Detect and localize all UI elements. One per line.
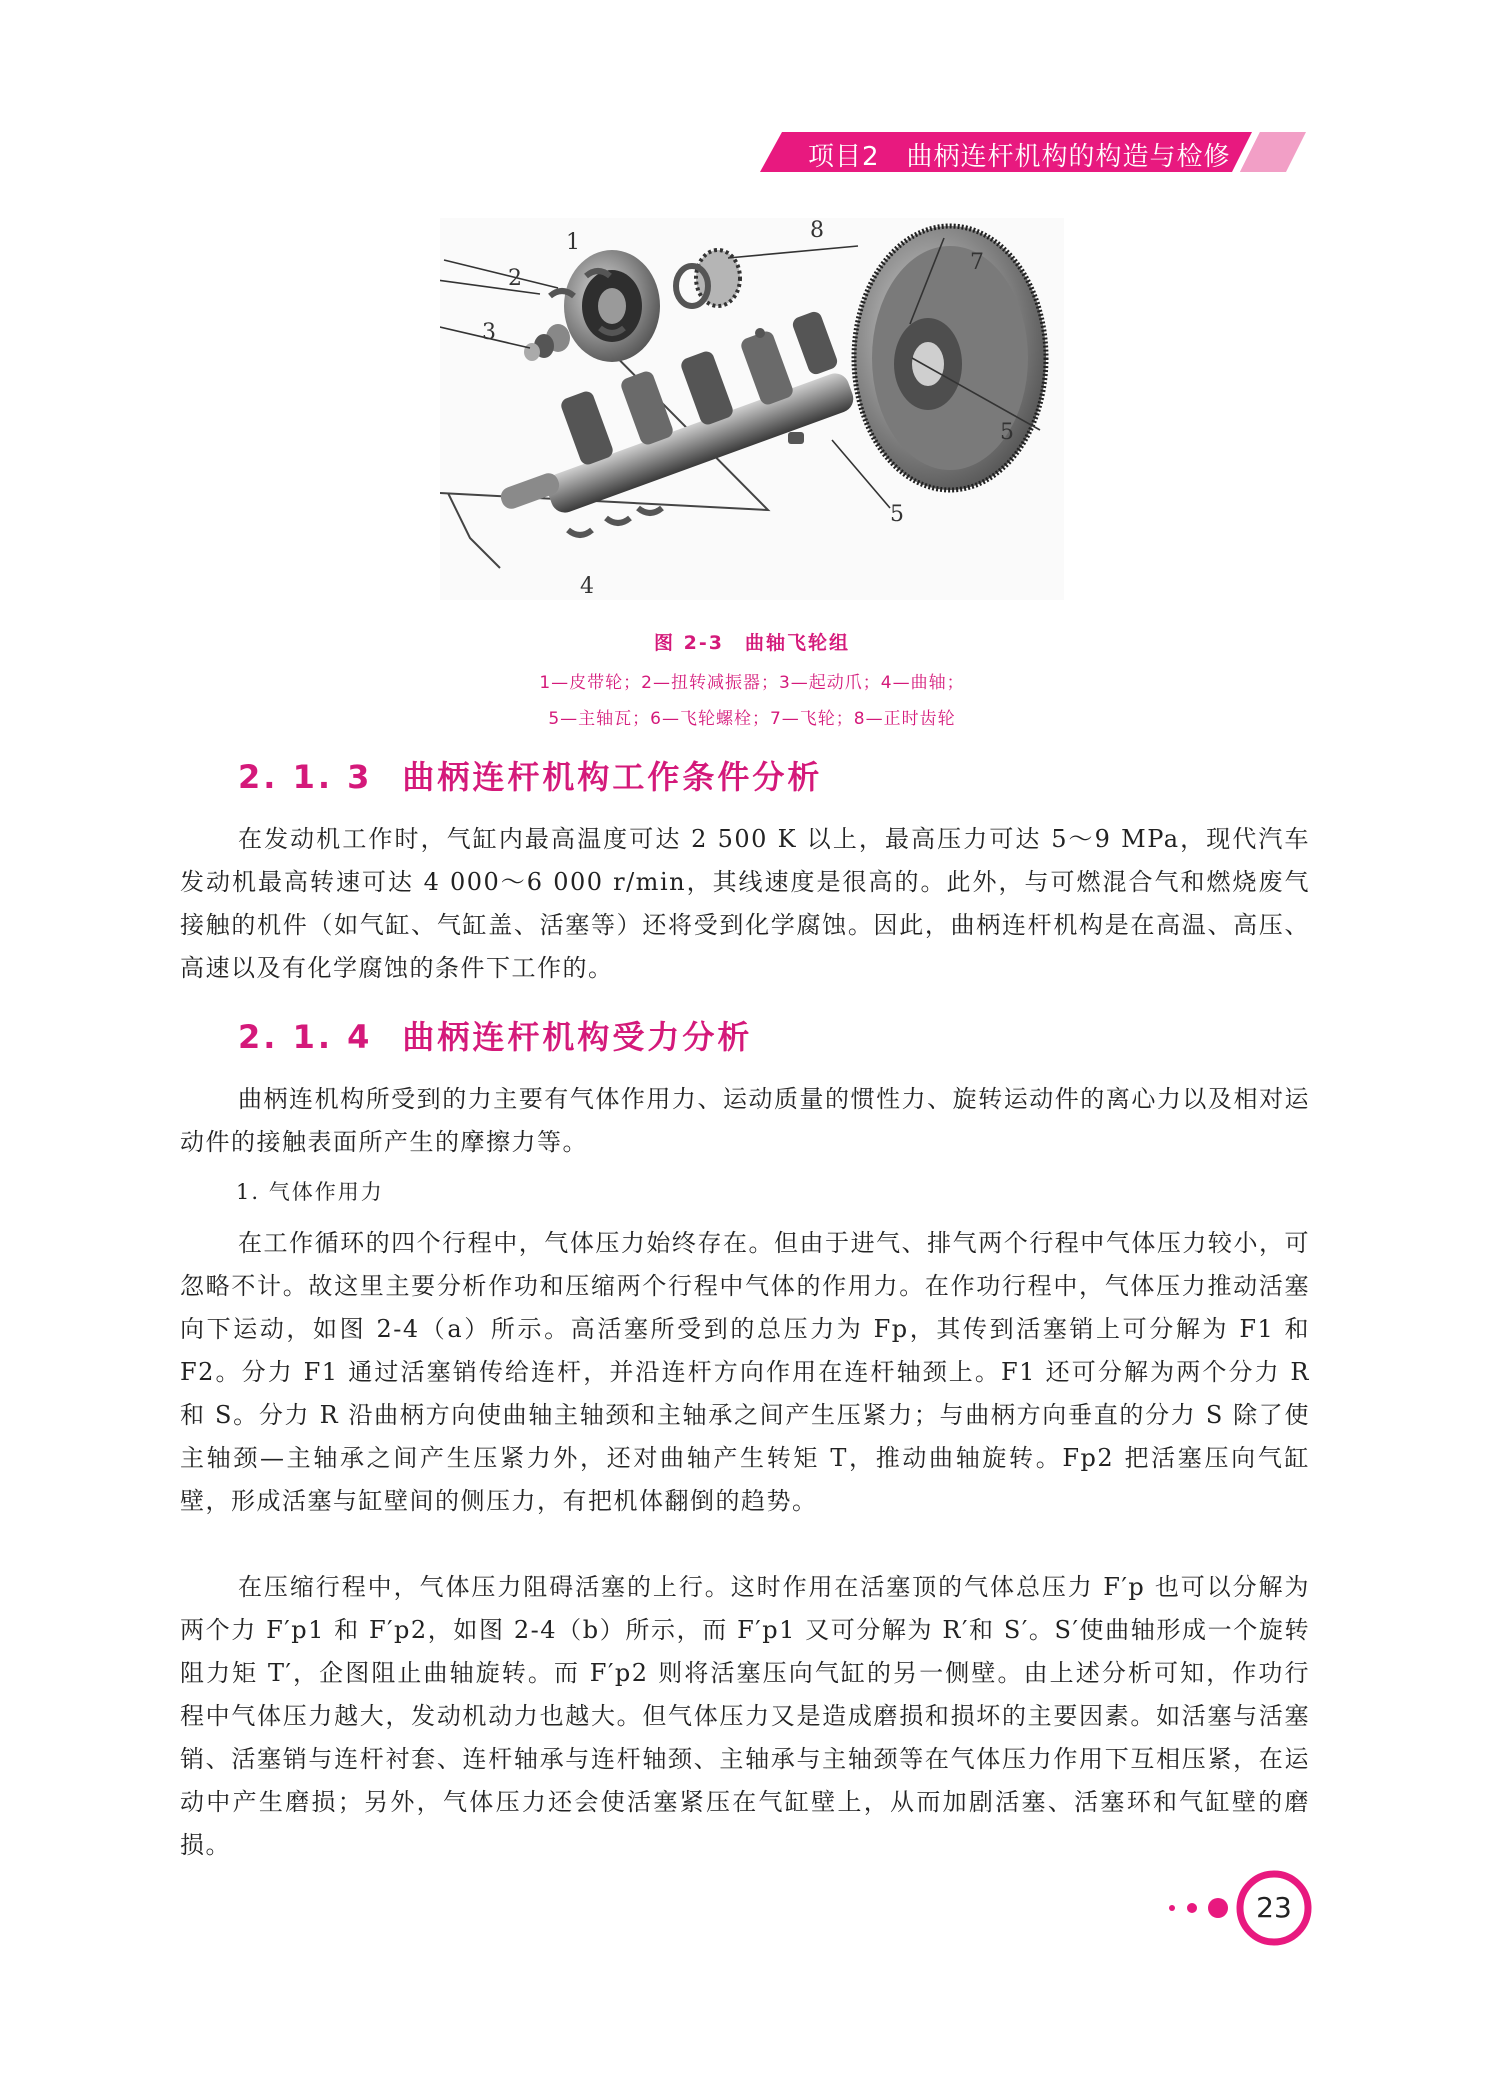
figure-caption-line-2: 5—主轴瓦；6—飞轮螺栓；7—飞轮；8—正时齿轮 (548, 709, 956, 729)
crankshaft-flywheel-figure (440, 218, 1064, 600)
section-title: 曲柄连杆机构受力分析 (402, 1018, 753, 1056)
paragraph-working-conditions: 在发动机工作时，气缸内最高温度可达 2 500 K 以上，最高压力可达 5～9 MPa，现代汽车发动机最高转速可达 4 000～6 000 r/min，其线速度是很高的。此外，与可燃混合气和燃烧废气接触的机件（如气缸、气缸盖、活塞等）还将受到化学腐蚀。因此，曲柄连杆机构是在高温、高压、高速以及有化学腐蚀的条件下工作的。 (180, 825, 1310, 982)
section-title: 曲柄连杆机构工作条件分析 (402, 758, 823, 796)
paragraph-gas-force-compression-stroke: 在压缩行程中，气体压力阻碍活塞的上行。这时作用在活塞顶的气体总压力 F′p 也可以分解为两个力 F′p1 和 F′p2，如图 2-4（b）所示，而 F′p1 又可分解为 R′和 S′。S′使曲轴形成一个旋转阻力矩 T′，企图阻止曲轴旋转。而 F′p2 则将活塞压向气缸的另一侧壁。由上述分析可知，作功行程中气体压力越大，发动机动力也越大。但气体压力又是造成磨损和损坏的主要因素。如活塞与活塞销、活塞销与连杆衬套、连杆轴承与连杆轴颈、主轴承与主轴颈等在气体压力作用下互相压紧，在运动中产生磨损；另外，气体压力还会使活塞紧压在气缸壁上，从而加剧活塞、活塞环和气缸壁的磨损。 (180, 1573, 1310, 1859)
callout-1: 1 (566, 230, 580, 255)
figure-caption-line-1: 1—皮带轮；2—扭转减振器；3—起动爪；4—曲轴； (539, 673, 965, 693)
pulley (564, 250, 660, 362)
callout-7: 7 (970, 250, 984, 275)
subheading-gas-force: 1. 气体作用力 (236, 1180, 384, 1204)
callout-4: 4 (580, 574, 594, 599)
section-heading-2-1-3 (238, 752, 822, 798)
callout-5a: 5 (890, 502, 904, 527)
figure-title: 图 2-3 曲轴飞轮组 (654, 632, 850, 654)
callout-3: 3 (482, 320, 496, 345)
callout-8: 8 (810, 218, 824, 243)
paragraph-force-analysis: 曲柄连机构所受到的力主要有气体作用力、运动质量的惯性力、旋转运动件的离心力以及相对运动件的接触表面所产生的摩擦力等。 (180, 1085, 1310, 1156)
callout-2: 2 (508, 266, 522, 291)
section-number: 2. 1. 3 (238, 758, 373, 796)
section-heading-2-1-4 (238, 1012, 752, 1058)
flywheel (854, 226, 1046, 490)
section-number: 2. 1. 4 (238, 1018, 373, 1056)
paragraph-gas-force-power-stroke: 在工作循环的四个行程中，气体压力始终存在。但由于进气、排气两个行程中气体压力较小，可忽略不计。故这里主要分析作功和压缩两个行程中气体的作用力。在作功行程中，气体压力推动活塞向下运动，如图 2-4（a）所示。高活塞所受到的总压力为 Fp，其传到活塞销上可分解为 F1 和 F2。分力 F1 通过活塞销传给连杆，并沿连杆方向作用在连杆轴颈上。F1 还可分解为两个分力 R 和 S。分力 R 沿曲柄方向使曲轴主轴颈和主轴承之间产生压紧力；与曲柄方向垂直的分力 S 除了使主轴颈—主轴承之间产生压紧力外，还对曲轴产生转矩 T，推动曲轴旋转。Fp2 把活塞压向气缸壁，形成活塞与缸壁间的侧压力，有把机体翻倒的趋势。 (180, 1229, 1310, 1515)
page-number: 23 (1256, 1891, 1292, 1924)
chapter-title: 项目2 曲柄连杆机构的构造与检修 (808, 142, 1231, 172)
callout-5b: 5 (1000, 420, 1014, 445)
